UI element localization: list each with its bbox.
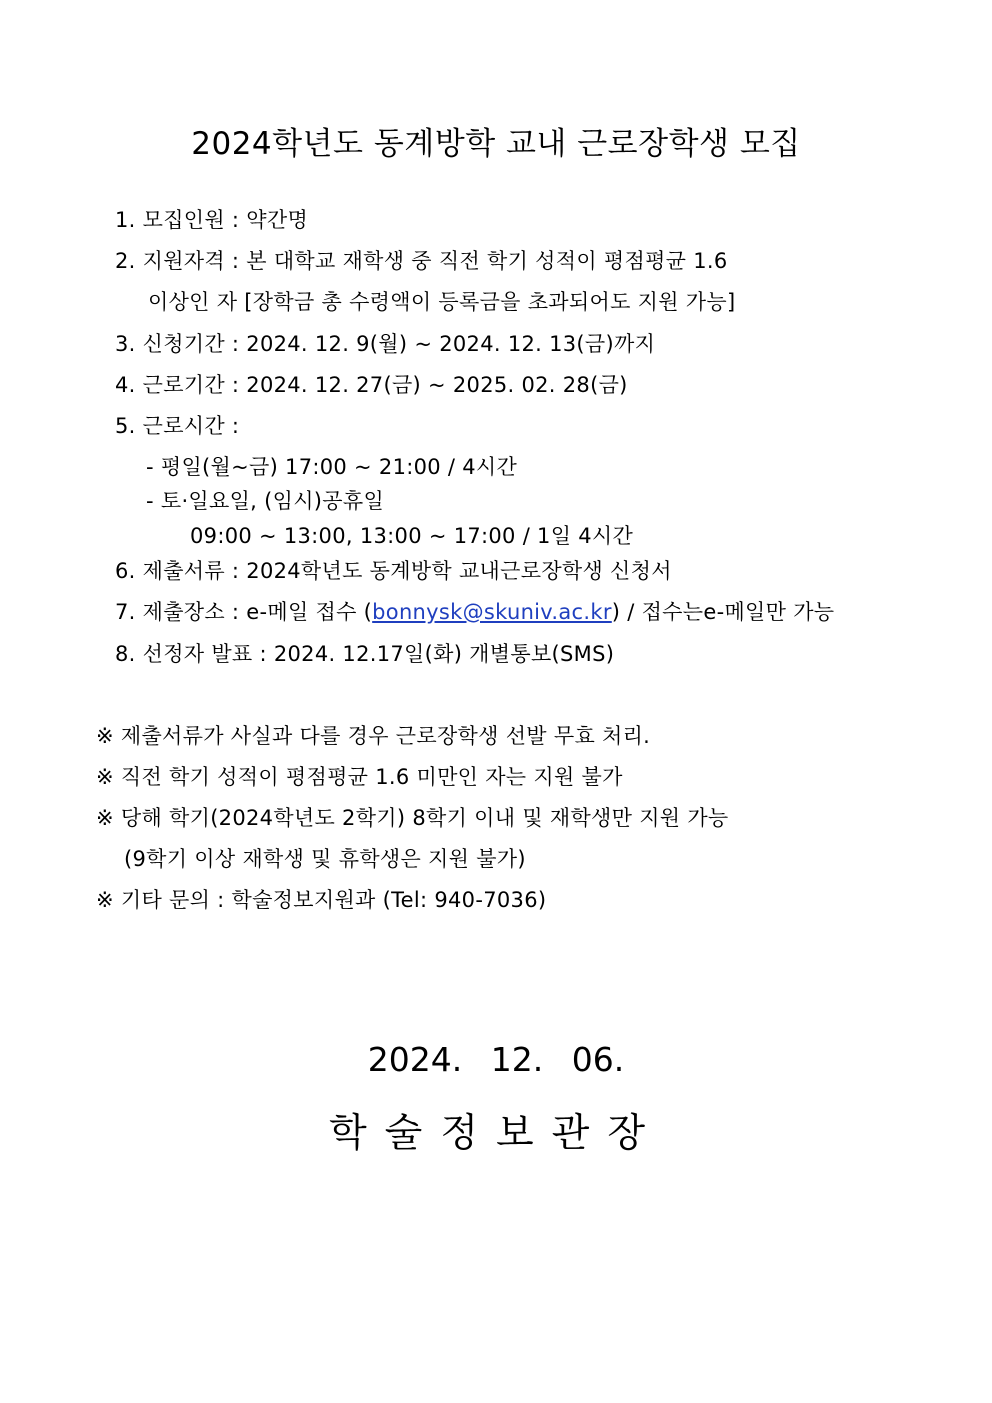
item-announcement: 8. 선정자 발표 : 2024. 12.17일(화) 개별통보(SMS) — [115, 642, 615, 666]
note-semester-limit-cont: (9학기 이상 재학생 및 휴학생은 지원 불가) — [124, 847, 526, 871]
item-eligibility: 2. 지원자격 : 본 대학교 재학생 중 직전 학기 성적이 평점평균 1.6 — [115, 249, 728, 273]
item-work-hours-weekend: - 토·일요일, (임시)공휴일 — [146, 489, 385, 513]
issuer-signature: 학술정보관장 — [328, 1111, 664, 1156]
item-submission-place — [115, 598, 834, 626]
item-work-period: 4. 근로기간 : 2024. 12. 27(금) ~ 2025. 02. 28(금) — [115, 373, 628, 397]
item-work-hours: 5. 근로시간 : — [115, 414, 240, 438]
item-work-hours-weekday: - 평일(월~금) 17:00 ~ 21:00 / 4시간 — [146, 455, 518, 479]
item-work-hours-weekend-times: 09:00 ~ 13:00, 13:00 ~ 17:00 / 1일 4시간 — [190, 524, 634, 548]
issue-date: 2024. 12. 06. — [367, 1040, 625, 1079]
item-recruit-count: 1. 모집인원 : 약간명 — [115, 208, 309, 232]
item-eligibility-cont: 이상인 자 [장학금 총 수령액이 등록금을 초과되어도 지원 가능] — [148, 290, 736, 314]
note-invalid-docs: ※ 제출서류가 사실과 다를 경우 근로장학생 선발 무효 처리. — [96, 724, 651, 748]
page-title: 2024학년도 동계방학 교내 근로장학생 모집 — [191, 126, 801, 162]
note-semester-limit: ※ 당해 학기(2024학년도 2학기) 8학기 이내 및 재학생만 지원 가능 — [96, 806, 729, 830]
email-link[interactable]: bonnysk@skuniv.ac.kr — [372, 600, 612, 624]
submission-suffix: ) / 접수는e-메일만 가능 — [611, 600, 835, 624]
item-application-period: 3. 신청기간 : 2024. 12. 9(월) ~ 2024. 12. 13(금)까지 — [115, 332, 656, 356]
note-grade-requirement: ※ 직전 학기 성적이 평점평균 1.6 미만인 자는 지원 불가 — [96, 765, 623, 789]
note-contact: ※ 기타 문의 : 학술정보지원과 (Tel: 940-7036) — [96, 888, 547, 912]
item-documents: 6. 제출서류 : 2024학년도 동계방학 교내근로장학생 신청서 — [115, 559, 672, 583]
submission-prefix: 7. 제출장소 : e-메일 접수 ( — [115, 600, 373, 624]
